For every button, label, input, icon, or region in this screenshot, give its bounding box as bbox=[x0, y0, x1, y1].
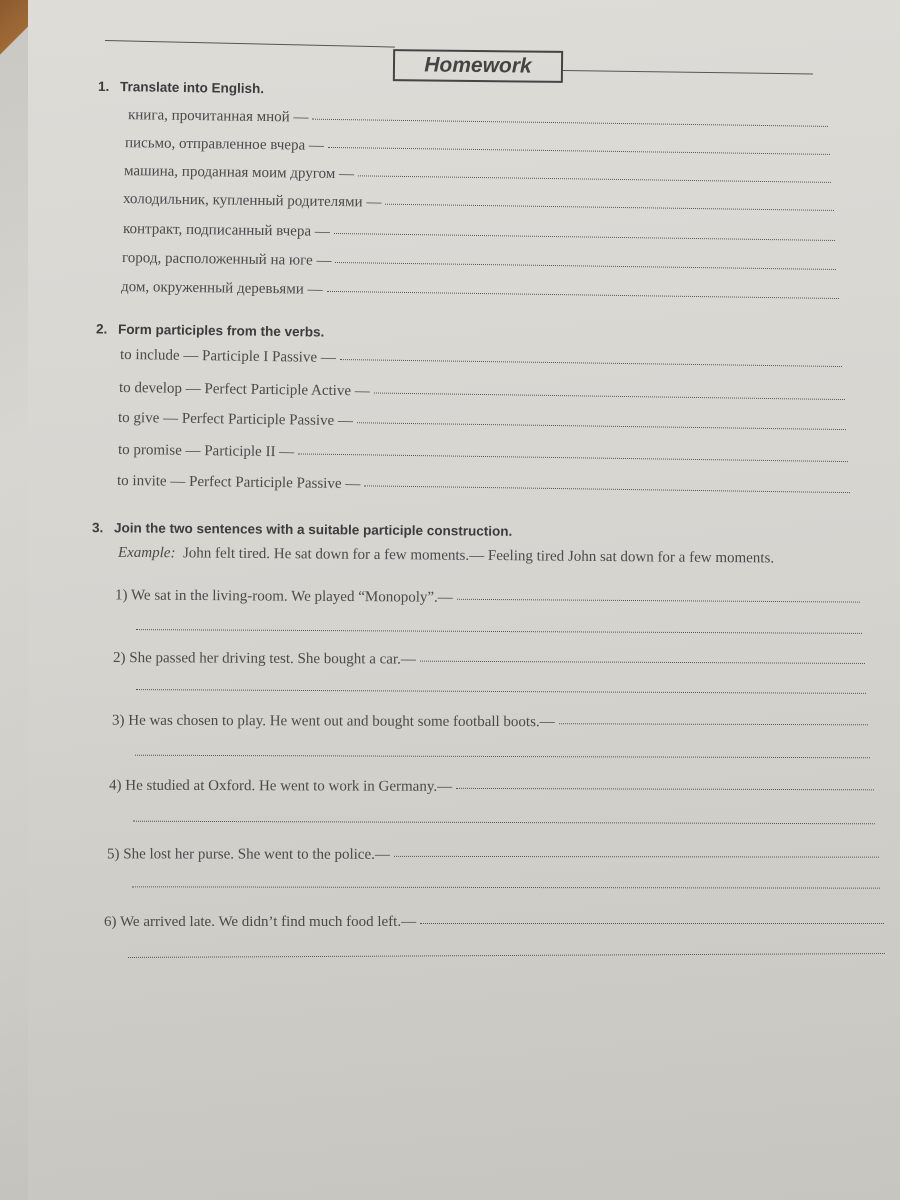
section-1-heading bbox=[98, 79, 264, 96]
answer-line[interactable] bbox=[374, 391, 845, 400]
sentence-item bbox=[104, 914, 884, 931]
section-number: 3. bbox=[91, 520, 104, 536]
item-text: 1) We sat in the living-room. We played “Monopoly”.— bbox=[114, 587, 453, 606]
item-text: книга, прочитанная мной — bbox=[127, 107, 309, 126]
item-text: to give — Perfect Participle Passive — bbox=[117, 409, 354, 430]
answer-line[interactable] bbox=[312, 118, 828, 127]
sentence-item bbox=[109, 778, 874, 798]
section-title: Translate into English. bbox=[119, 79, 265, 97]
answer-line[interactable] bbox=[456, 787, 874, 790]
page-title: Homework bbox=[393, 49, 563, 83]
answer-line[interactable] bbox=[340, 358, 842, 367]
answer-line[interactable] bbox=[335, 261, 835, 270]
answer-line[interactable] bbox=[357, 421, 846, 430]
answer-line[interactable] bbox=[327, 290, 839, 299]
item-text: 5) She lost her purse. She went to the police.— bbox=[106, 846, 390, 863]
section-title: Join the two sentences with a suitable participle construction. bbox=[113, 520, 513, 539]
section-number: 1. bbox=[97, 78, 110, 94]
answer-line[interactable] bbox=[364, 484, 850, 493]
item-text: контракт, подписанный вчера — bbox=[122, 221, 330, 240]
answer-line[interactable] bbox=[559, 722, 868, 725]
item-text: to invite — Perfect Participle Passive — bbox=[116, 472, 361, 493]
section-2-heading bbox=[96, 321, 324, 339]
section-title: Form participles from the verbs. bbox=[117, 321, 325, 340]
answer-line[interactable] bbox=[420, 922, 884, 924]
item-text: to promise — Participle II — bbox=[117, 441, 295, 461]
answer-line[interactable] bbox=[334, 232, 835, 241]
sentence-item bbox=[107, 846, 879, 864]
answer-line[interactable] bbox=[385, 203, 834, 211]
item-text: машина, проданная моим другом — bbox=[123, 163, 355, 183]
item-text: 2) She passed her driving test. She bought a car.— bbox=[112, 650, 416, 668]
example-text: John felt tired. He sat down for a few moments.— Feeling tired John sat down for a few moments. bbox=[182, 545, 775, 567]
item-text: to include — Participle I Passive — bbox=[119, 346, 336, 366]
sentence-item bbox=[112, 713, 868, 733]
item-text: дом, окруженный деревьями — bbox=[120, 278, 323, 298]
answer-line[interactable] bbox=[298, 452, 848, 462]
item-text: холодильник, купленный родителями — bbox=[122, 191, 382, 211]
answer-line[interactable] bbox=[394, 855, 879, 858]
answer-line[interactable] bbox=[420, 660, 865, 664]
item-text: 3) He was chosen to play. He went out and bought some football boots.— bbox=[111, 712, 555, 731]
section-number: 2. bbox=[95, 321, 108, 337]
item-text: 6) We arrived late. We didn’t find much food left.— bbox=[104, 914, 417, 930]
answer-line[interactable] bbox=[328, 146, 830, 155]
example-label: Example: bbox=[117, 544, 176, 562]
answer-line[interactable] bbox=[457, 598, 860, 603]
item-text: письмо, отправленное вчера — bbox=[124, 135, 325, 154]
item-text: город, расположенный на юге — bbox=[121, 250, 332, 269]
item-text: to develop — Perfect Participle Active — bbox=[118, 379, 370, 400]
answer-line[interactable] bbox=[358, 174, 831, 183]
item-text: 4) He studied at Oxford. He went to work in Germany.— bbox=[108, 777, 453, 795]
